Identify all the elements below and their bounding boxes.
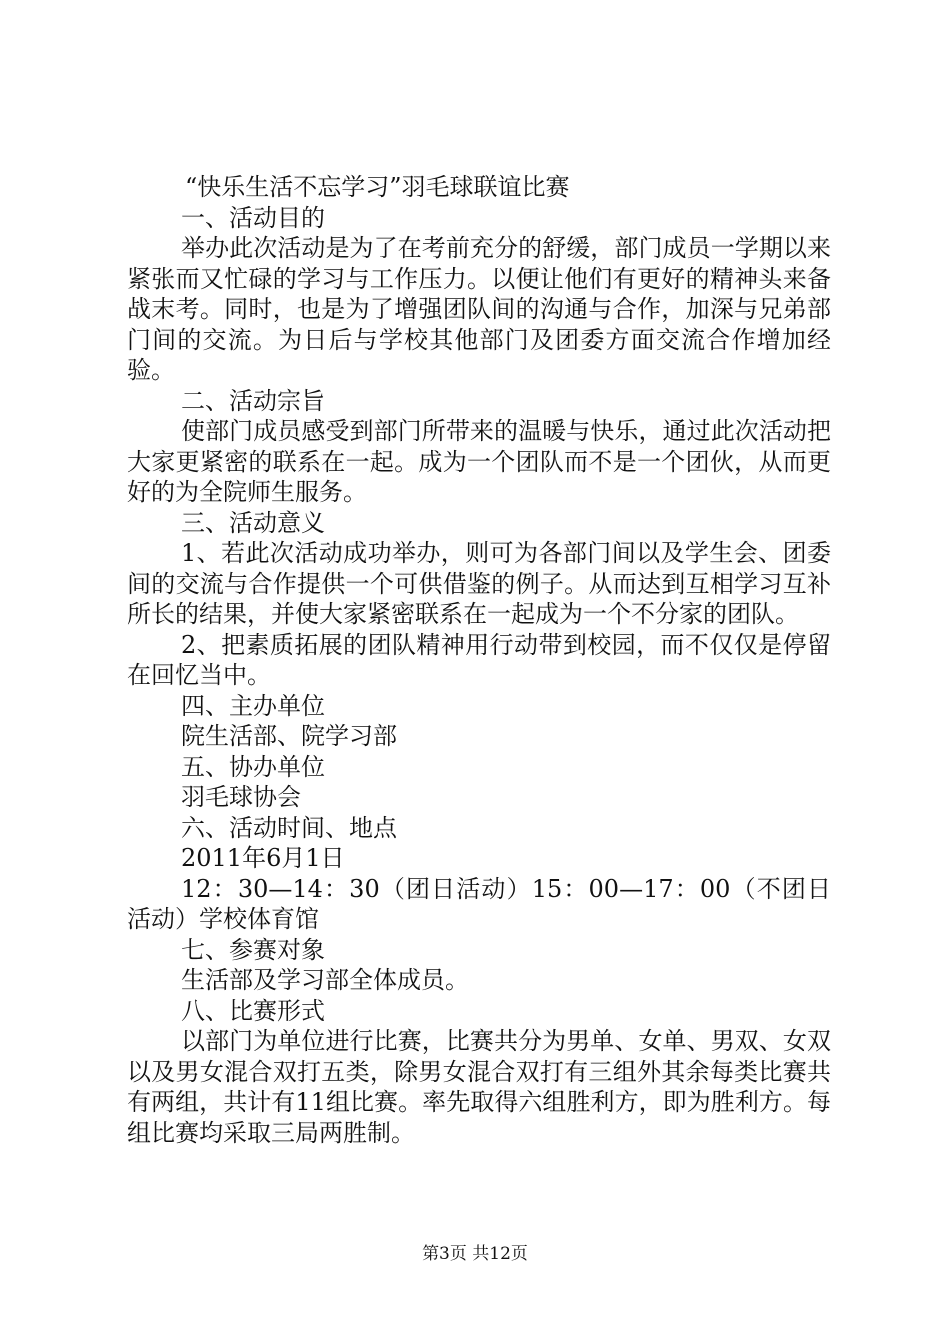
organizer-text: 院生活部、院学习部 (181, 722, 397, 750)
section-heading-organizer: 四、主办单位 (181, 691, 325, 720)
participants-text: 生活部及学习部全体成员。 (181, 966, 469, 994)
paragraph-significance-1: 1、若此次活动成功举办，则可为各部门间以及学生会、团委间的交流与合作提供一个可供借鉴的例子。从而达到互相学习互补所长的结果，并使大家紧密联系在一起成为一个不分家的团队。 (127, 539, 831, 628)
paragraph-significance-2: 2、把素质拓展的团队精神用行动带到校园，而不仅仅是停留在回忆当中。 (127, 630, 831, 689)
section-heading-time-place: 六、活动时间、地点 (181, 813, 397, 842)
section-heading-participants: 七、参赛对象 (181, 935, 325, 964)
section-heading-format: 八、比赛形式 (181, 996, 325, 1025)
paragraph-purpose: 举办此次活动是为了在考前充分的舒缓，部门成员一学期以来紧张而又忙碌的学习与工作压力。以便让他们有更好的精神头来备战末考。同时，也是为了增强团队间的沟通与合作，加深与兄弟部门间的交流。为日后与学校其他部门及团委方面交流合作增加经验。 (127, 234, 831, 384)
paragraph-aim: 使部门成员感受到部门所带来的温暖与快乐，通过此次活动把大家更紧密的联系在一起。成为一个团队而不是一个团伙，从而更好的为全院师生服务。 (127, 417, 831, 506)
event-date: 2011年6月1日 (181, 844, 345, 872)
document-body (127, 172, 831, 1148)
section-heading-significance: 三、活动意义 (181, 508, 325, 537)
paragraph-format: 以部门为单位进行比赛，比赛共分为男单、女单、男双、女双以及男女混合双打五类，除男女混合双打有三组外其余每类比赛共有两组，共计有11组比赛。率先取得六组胜利方，即为胜利方。每组比赛均采取三局两胜制。 (127, 1027, 831, 1147)
page-footer: 第3页 共12页 (422, 1244, 528, 1264)
section-heading-aim: 二、活动宗旨 (181, 386, 325, 415)
event-time-place: 12：30—14：30（团日活动）15：00—17：00（不团日活动）学校体育馆 (127, 874, 831, 933)
co-organizer-text: 羽毛球协会 (181, 783, 301, 811)
section-heading-purpose: 一、活动目的 (181, 203, 325, 232)
section-heading-co-organizer: 五、协办单位 (181, 752, 325, 781)
document-title: “快乐生活不忘学习”羽毛球联谊比赛 (185, 173, 570, 201)
